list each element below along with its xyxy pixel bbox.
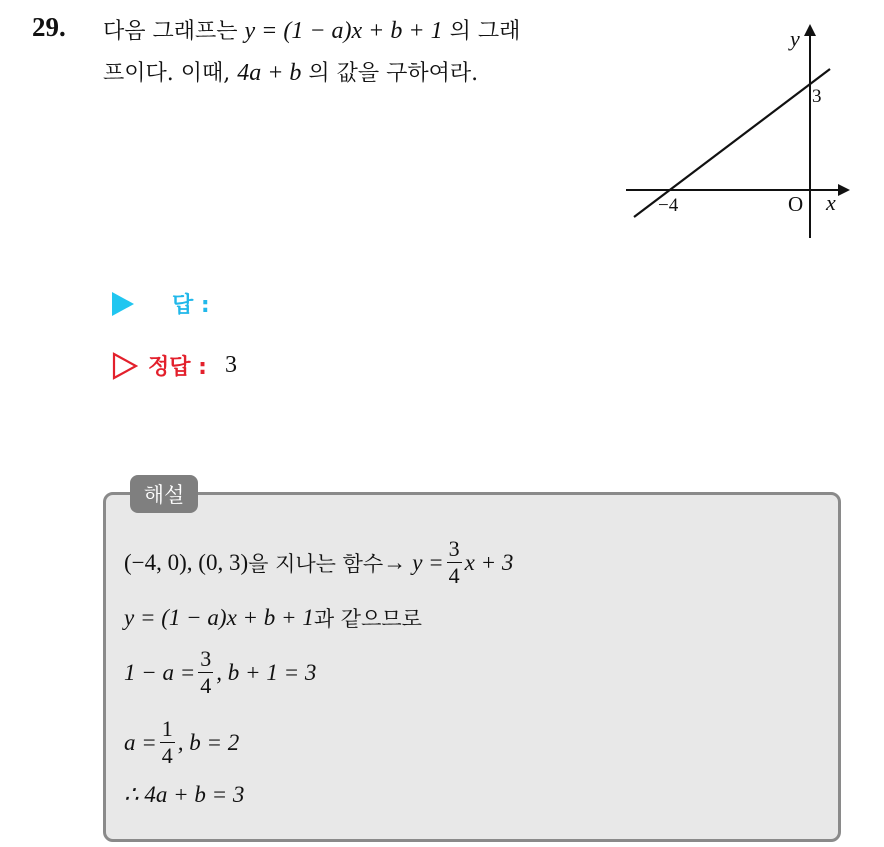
outline-triangle-icon (112, 352, 138, 380)
equation-rhs: , b = 2 (177, 729, 240, 755)
correct-answer-row (112, 350, 237, 381)
fraction-denominator: 4 (161, 743, 173, 768)
problem-line-1 (103, 14, 520, 45)
x-axis-arrow-icon (838, 184, 850, 196)
conclusion-text: ∴ 4a + b = 3 (124, 782, 245, 807)
answer-row (112, 288, 210, 319)
correct-answer-label: 정답 : (148, 355, 207, 380)
fraction-numerator: 3 (200, 646, 212, 671)
fraction (198, 646, 213, 699)
x-intercept-label: −4 (658, 195, 679, 216)
problem-equation: y = (1 − a)x + b + 1 (244, 18, 443, 44)
equation-lhs: a = (124, 729, 157, 755)
y-axis-arrow-icon (804, 24, 816, 36)
solution-line-4 (124, 716, 239, 769)
problem-text: 다음 그래프는 (103, 19, 245, 44)
problem-text: 의 값을 구하여라. (301, 61, 479, 86)
play-triangle-icon (112, 292, 134, 316)
x-axis-label: x (826, 190, 836, 215)
solution-line-2 (124, 603, 422, 633)
linear-graph (620, 20, 860, 245)
problem-line-2 (103, 56, 478, 87)
y-intercept-label: 3 (812, 86, 822, 107)
problem-expression: 4a + b (237, 60, 302, 86)
equation-text: y = (1 − a)x + b + 1 (124, 605, 314, 630)
problem-number: 29. (32, 12, 66, 42)
fraction-numerator: 1 (161, 716, 173, 741)
fraction (447, 536, 462, 589)
fraction-denominator: 4 (448, 563, 460, 588)
answer-label: 답 : (172, 293, 210, 318)
solution-line-1 (124, 536, 513, 589)
equation-rhs: x + 3 (464, 549, 514, 575)
arrow-text: → (383, 549, 407, 575)
solution-line-5 (124, 782, 244, 808)
origin-label: O (788, 192, 804, 216)
y-axis-label: y (790, 26, 800, 51)
solution-text: 을 지나는 함수 (248, 551, 384, 576)
fraction-numerator: 3 (448, 536, 460, 561)
correct-answer-value: 3 (224, 352, 237, 378)
problem-text: 의 그래 (442, 19, 521, 44)
solution-tag: 해설 (130, 475, 198, 513)
problem-text: 프이다. 이때, (103, 61, 238, 86)
equation-rhs: , b + 1 = 3 (216, 659, 317, 685)
solution-text: 과 같으므로 (313, 607, 422, 631)
fraction (160, 716, 175, 769)
solution-line-3 (124, 646, 316, 699)
points-text: (−4, 0), (0, 3) (124, 549, 249, 575)
equation-lhs: y = (412, 549, 444, 575)
equation-lhs: 1 − a = (124, 659, 196, 685)
fraction-denominator: 4 (200, 673, 212, 698)
